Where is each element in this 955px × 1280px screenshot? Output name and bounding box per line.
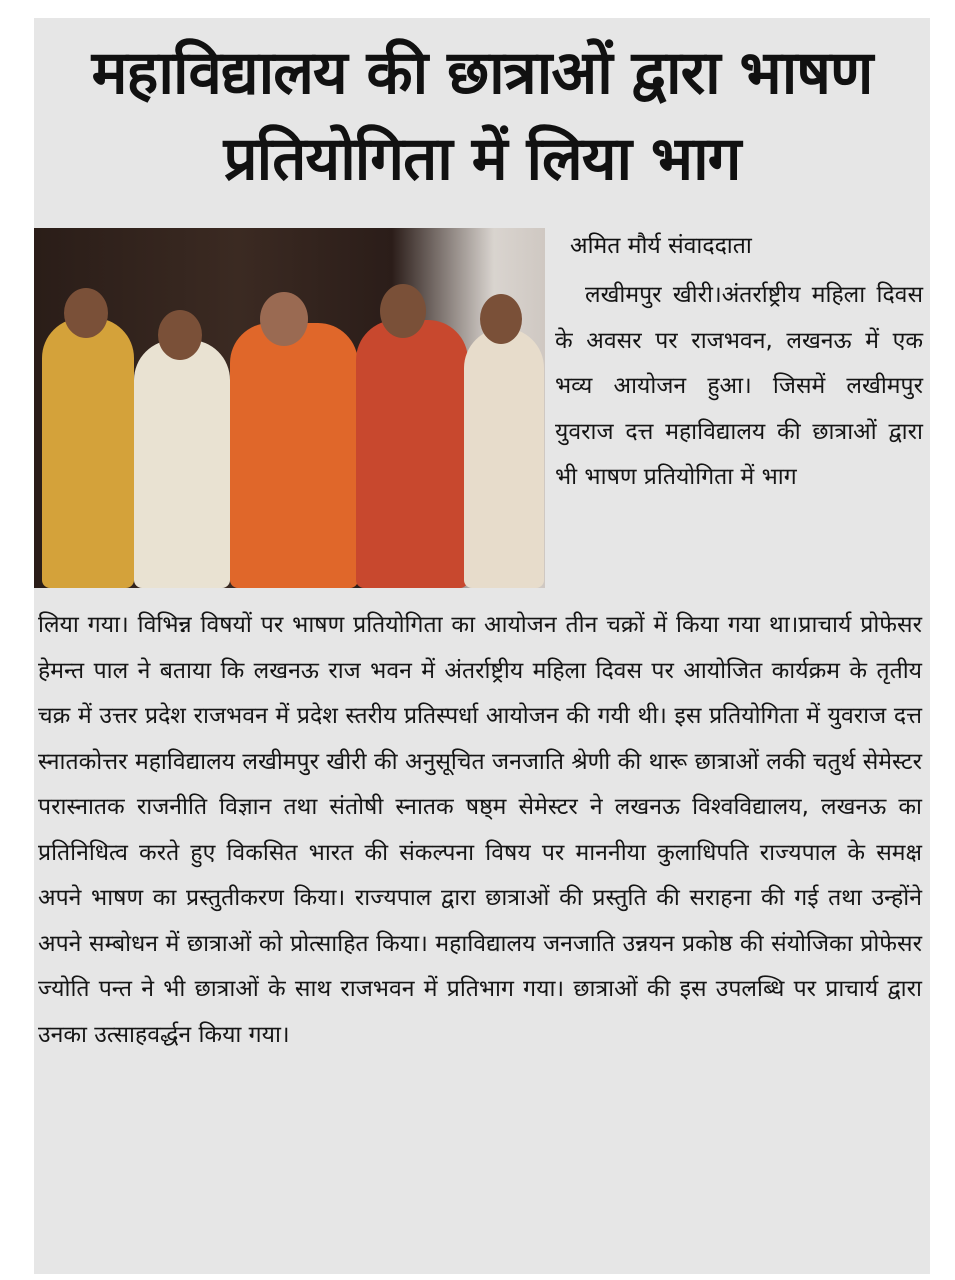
photo-figure-4 [356, 320, 468, 588]
photo-figure-1 [42, 318, 134, 588]
newspaper-clipping [34, 18, 930, 1274]
photo-head-5 [480, 294, 522, 344]
photo-figure-3 [230, 323, 358, 588]
byline: अमित मौर्य संवाददाता [570, 233, 752, 259]
photo-figure-2 [134, 340, 230, 588]
headline-line-2: प्रतियोगिता में लिया भाग [223, 124, 741, 194]
news-photo [34, 228, 545, 588]
article-paragraph-right-column: लखीमपुर खीरी।अंतर्राष्ट्रीय महिला दिवस के अवसर पर राजभवन, लखनऊ में एक भव्य आयोजन हुआ। जिसमें लखीमपुर युवराज दत्त महाविद्यालय की छात्राओं द्वारा भी भाषण प्रतियोगिता में भाग [555, 282, 923, 490]
photo-head-2 [158, 310, 202, 360]
photo-head-1 [64, 288, 108, 338]
photo-figure-5 [464, 328, 544, 588]
headline [34, 30, 930, 202]
photo-head-4 [380, 284, 426, 338]
headline-line-1: महाविद्यालय की छात्राओं द्वारा भाषण [91, 38, 873, 108]
photo-head-3 [260, 292, 308, 346]
article-paragraph-full-width: लिया गया। विभिन्न विषयों पर भाषण प्रतियोगिता का आयोजन तीन चक्रों में किया गया था।प्राचार्य प्रोफेसर हेमन्त पाल ने बताया कि लखनऊ राज भवन में अंतर्राष्ट्रीय महिला दिवस पर आयोजित कार्यक्रम के तृतीय चक्र में उत्तर प्रदेश राजभवन में प्रदेश स्तरीय प्रतिस्पर्धा आयोजन की गयी थी। इस प्रतियोगिता में युवराज दत्त स्नातकोत्तर महाविद्यालय लखीमपुर खीरी की अनुसूचित जनजाति श्रेणी की थारू छात्राओं लकी चतुर्थ सेमेस्टर परास्नातक राजनीति विज्ञान तथा संतोषी स्नातक षष्ठ्म सेमेस्टर ने लखनऊ विश्वविद्यालय, लखनऊ का प्रतिनिधित्व करते हुए विकसित भारत की संकल्पना विषय पर माननीया कुलाधिपति राज्यपाल के समक्ष अपने भाषण का प्रस्तुतीकरण किया। राज्यपाल द्वारा छात्राओं की प्रस्तुति की सराहना की गई तथा उन्होंने अपने सम्बोधन में छात्राओं को प्रोत्साहित किया। महाविद्यालय जनजाति उन्नयन प्रकोष्ठ की संयोजिका प्रोफेसर ज्योति पन्त ने भी छात्राओं के साथ राजभवन में प्रतिभाग गया। छात्राओं की इस उपलब्धि पर प्राचार्य द्वारा उनका उत्साहवर्द्धन किया गया। [38, 612, 922, 1048]
